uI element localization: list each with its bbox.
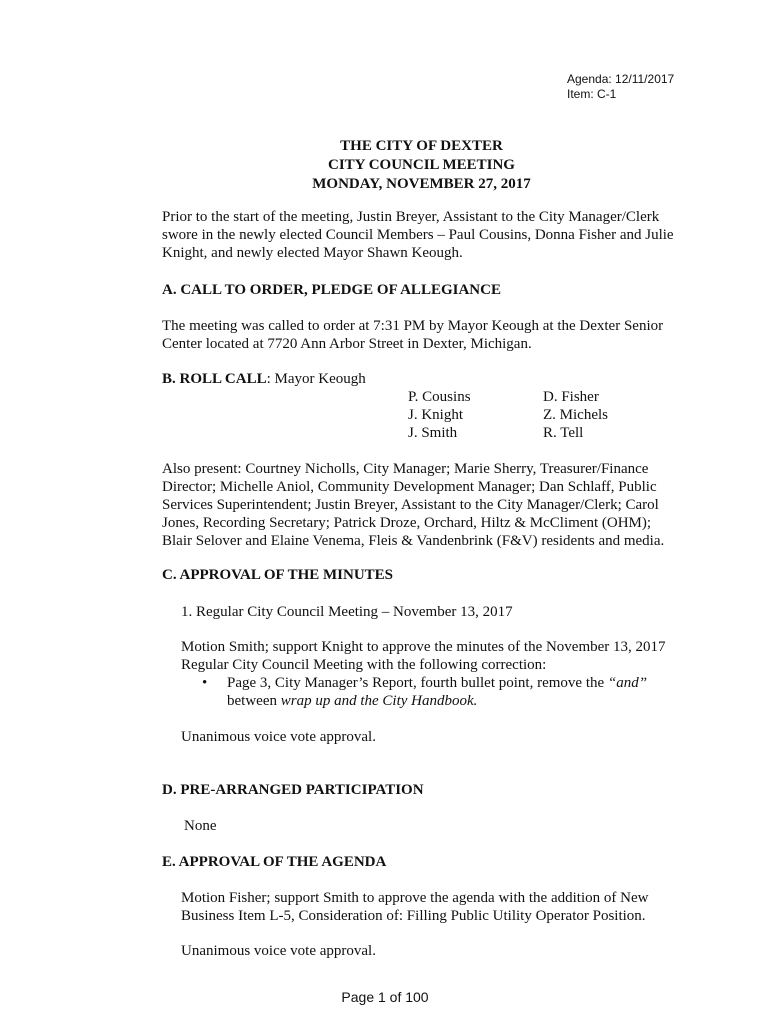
section-e-heading: E. APPROVAL OF THE AGENDA (162, 854, 387, 870)
roll-call-label: B. ROLL CALL (162, 371, 267, 387)
minutes-motion-line: Motion Smith; support Knight to approve the minutes of the November 13, 2017 (181, 639, 666, 655)
correction-line-1: Page 3, City Manager’s Report, fourth bullet point, remove the (227, 675, 608, 691)
also-present-line: Services Superintendent; Justin Breyer, Assistant to the City Manager/Clerk; Carol (162, 497, 659, 513)
page-number: Page 1 of 100 (341, 989, 429, 1005)
roll-call-mayor: : Mayor Keough (266, 371, 366, 387)
correction-phrase: wrap up and the City Handbook. (280, 693, 478, 709)
intro-line: swore in the newly elected Council Members – Paul Cousins, Donna Fisher and Julie (162, 227, 674, 243)
title-line-2: CITY COUNCIL MEETING (328, 157, 515, 173)
section-c-heading: C. APPROVAL OF THE MINUTES (162, 567, 394, 583)
also-present-line: Also present: Courtney Nicholls, City Manager; Marie Sherry, Treasurer/Finance (162, 461, 649, 477)
council-member: J. Smith (408, 425, 458, 441)
section-b-heading (162, 370, 692, 388)
council-member: D. Fisher (543, 389, 599, 405)
intro-paragraph (162, 208, 692, 262)
agenda-approval: Unanimous voice vote approval. (181, 943, 376, 959)
minutes-motion-line: Regular City Council Meeting with the following correction: (181, 657, 547, 673)
agenda-item: Item: C-1 (567, 87, 617, 101)
intro-line: Prior to the start of the meeting, Justin Breyer, Assistant to the City Manager/Clerk (162, 209, 660, 225)
council-member: Z. Michels (543, 407, 608, 423)
also-present-line: Director; Michelle Aniol, Community Development Manager; Dan Schlaff, Public (162, 479, 657, 495)
intro-line: Knight, and newly elected Mayor Shawn Keough. (162, 245, 463, 261)
roll-call-column-1 (408, 388, 471, 442)
also-present-paragraph (162, 460, 692, 550)
roll-call-column-2 (543, 388, 608, 442)
agenda-motion-line: Business Item L-5, Consideration of: Filling Public Utility Operator Position. (181, 908, 646, 924)
also-present-line: Jones, Recording Secretary; Patrick Droze, Orchard, Hiltz & McCliment (OHM); (162, 515, 652, 531)
bullet-icon: • (202, 675, 208, 691)
title-line-3: MONDAY, NOVEMBER 27, 2017 (312, 176, 531, 192)
agenda-date: Agenda: 12/11/2017 (567, 72, 675, 86)
correction-line-2: between (227, 693, 281, 709)
correction-text (227, 674, 687, 710)
agenda-motion-line: Motion Fisher; support Smith to approve the agenda with the addition of New (181, 890, 649, 906)
minutes-item: 1. Regular City Council Meeting – November 13, 2017 (181, 604, 513, 620)
minutes-approval: Unanimous voice vote approval. (181, 729, 376, 745)
section-d-heading: D. PRE-ARRANGED PARTICIPATION (162, 782, 424, 798)
section-a-line: Center located at 7720 Ann Arbor Street in Dexter, Michigan. (162, 336, 532, 352)
correction-quoted-word: “and” (607, 675, 648, 691)
also-present-line: Blair Selover and Elaine Venema, Fleis & Vandenbrink (F&V) residents and media. (162, 533, 665, 549)
title-line-1: THE CITY OF DEXTER (340, 138, 503, 154)
section-a-line: The meeting was called to order at 7:31 PM by Mayor Keough at the Dexter Senior (162, 318, 664, 334)
council-member: R. Tell (543, 425, 584, 441)
council-member: P. Cousins (408, 389, 471, 405)
section-a-paragraph (162, 317, 692, 353)
agenda-reference (567, 72, 674, 102)
council-member: J. Knight (408, 407, 464, 423)
minutes-motion (181, 638, 681, 674)
section-d-text: None (184, 818, 217, 834)
document-title (160, 137, 683, 194)
section-a-heading: A. CALL TO ORDER, PLEDGE OF ALLEGIANCE (162, 282, 501, 298)
agenda-motion (181, 889, 681, 925)
